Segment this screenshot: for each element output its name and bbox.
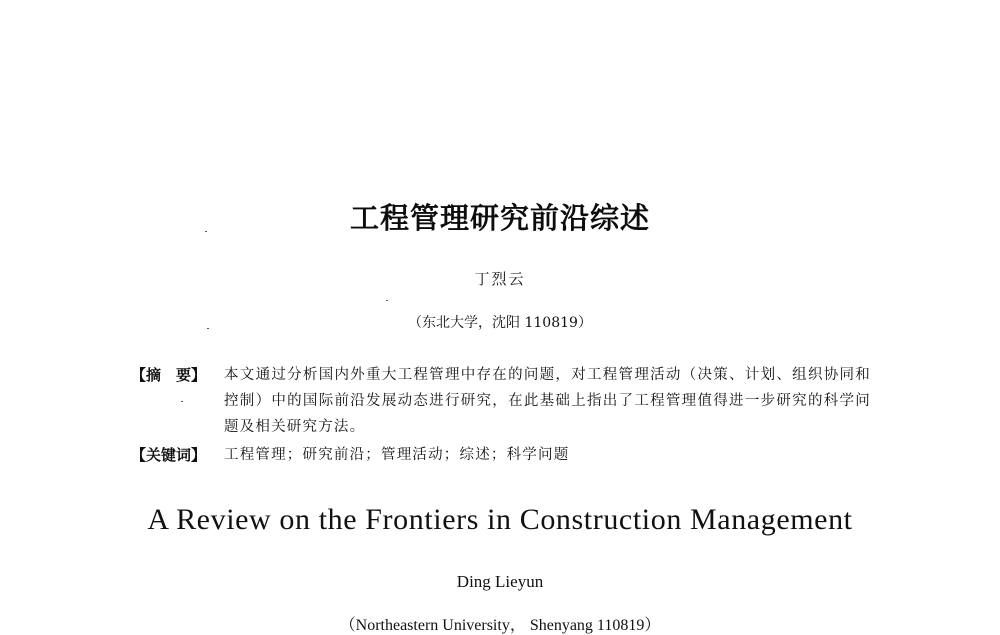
abstract-section [131,362,871,440]
keywords-text: 工程管理；研究前沿；管理活动；综述；科学问题 [224,447,570,463]
abstract-label: 【摘 要】 [131,366,207,384]
affiliation-chinese: （东北大学，沈阳 110819） [408,315,592,331]
title-english: A Review on the Frontiers in Construction Management [147,503,853,536]
author-chinese: 丁烈云 [474,270,526,288]
scan-speck [386,300,388,301]
scan-speck [207,328,209,329]
scan-speck [181,401,183,402]
keywords-section [131,442,871,468]
affiliation-english: （Northeastern University， Shenyang 110819） [339,617,661,634]
keywords-label: 【关键词】 [131,446,207,464]
title-chinese: 工程管理研究前沿综述 [349,201,650,235]
scan-speck [205,231,207,232]
abstract-text: 本文通过分析国内外重大工程管理中存在的问题，对工程管理活动（决策、计划、组织协同和控制）中的国际前沿发展动态进行研究，在此基础上指出了工程管理值得进一步研究的科学问题及相关研究方法。 [224,367,871,435]
author-english: Ding Lieyun [456,572,544,591]
